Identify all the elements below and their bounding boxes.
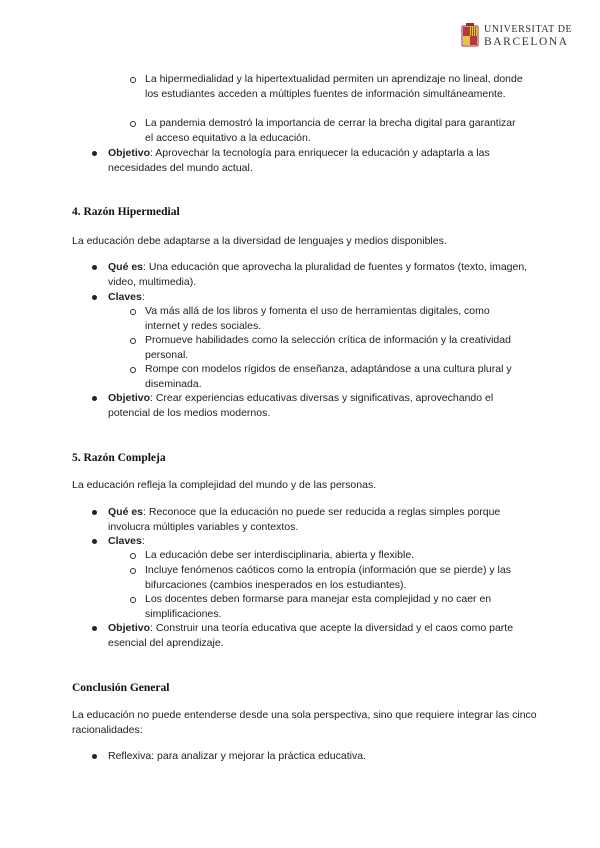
circle-bullet-icon — [130, 309, 136, 315]
section-intro: La educación no puede entenderse desde una sola perspectiva, sino que requiere integrar las cinco racionalidades: — [72, 709, 537, 736]
sublist-text: Incluye fenómenos caóticos como la entropía (información que se pierde) y las bifurcaciones (cambios inesperados en los estudiantes). — [145, 564, 511, 591]
que-es-text: Qué es: Reconoce que la educación no puede ser reducida a reglas simples porque involucra múltiples variables y contextos. — [108, 506, 501, 533]
claves-label: Claves — [108, 535, 142, 547]
sublist-text: Rompe con modelos rígidos de enseñanza, adaptándose a una cultura plural y diseminada. — [145, 363, 512, 390]
circle-bullet-icon — [130, 568, 136, 574]
sublist-text: La hipermedialidad y la hipertextualidad permiten un aprendizaje no lineal, donde los estudiantes acceden a múltiples fuentes de información simultáneamente. — [145, 73, 523, 100]
bullet-icon — [92, 295, 97, 300]
section-intro: La educación debe adaptarse a la diversidad de lenguajes y medios disponibles. — [72, 235, 447, 247]
bullet-icon — [92, 151, 97, 156]
section-heading: 4. Razón Hipermedial — [72, 206, 180, 218]
logo-line1: UNIVERSITAT DE — [484, 24, 573, 35]
circle-bullet-icon — [130, 367, 136, 373]
section-heading: Conclusión General — [72, 682, 170, 694]
sublist-text: La educación debe ser interdisciplinaria, abierta y flexible. — [145, 549, 415, 561]
sublist-text: Va más allá de los libros y fomenta el uso de herramientas digitales, como internet y redes sociales. — [145, 305, 490, 332]
bullet-icon — [92, 396, 97, 401]
circle-bullet-icon — [130, 77, 136, 83]
bullet-icon — [92, 539, 97, 544]
que-es-text: Qué es: Una educación que aprovecha la pluralidad de fuentes y formatos (texto, imagen, video, multimedia). — [108, 261, 528, 288]
bullet-icon — [92, 626, 97, 631]
university-logo — [461, 23, 572, 49]
que-es-label: Qué es — [108, 506, 144, 518]
objetivo-text: Objetivo: Aprovechar la tecnología para enriquecer la educación y adaptarla a las necesidades del mundo actual. — [108, 147, 490, 174]
objetivo-text: Objetivo: Crear experiencias educativas diversas y significativas, aprovechando el potencial de los medios modernos. — [108, 392, 494, 419]
circle-bullet-icon — [130, 553, 136, 559]
objetivo-label: Objetivo — [108, 147, 151, 159]
bullet-icon — [92, 265, 97, 270]
circle-bullet-icon — [130, 338, 136, 344]
circle-bullet-icon — [130, 121, 136, 127]
objetivo-text: Objetivo: Construir una teoría educativa que acepte la diversidad y el caos como parte esencial del aprendizaje. — [108, 622, 514, 649]
university-crest-icon — [461, 23, 479, 49]
objetivo-label: Objetivo — [108, 392, 151, 404]
university-name — [484, 24, 572, 48]
section-intro: La educación refleja la complejidad del mundo y de las personas. — [72, 479, 377, 491]
objetivo-label: Objetivo — [108, 622, 151, 634]
circle-bullet-icon — [130, 597, 136, 603]
section-heading: 5. Razón Compleja — [72, 452, 166, 464]
claves-label: Claves — [108, 291, 142, 303]
sublist-text: Los docentes deben formarse para manejar esta complejidad y no caer en simplificaciones. — [145, 593, 492, 620]
conclusion-item-text: Reflexiva: para analizar y mejorar la práctica educativa. — [108, 750, 366, 762]
bullet-icon — [92, 510, 97, 515]
logo-line2: BARCELONA — [484, 36, 569, 48]
sublist-text: La pandemia demostró la importancia de cerrar la brecha digital para garantizar el acceso equitativo a la educación. — [145, 117, 516, 144]
sublist-text: Promueve habilidades como la selección crítica de información y la creatividad personal. — [145, 334, 511, 361]
que-es-label: Qué es — [108, 261, 144, 273]
bullet-icon — [92, 754, 97, 759]
claves-text: Claves: — [108, 291, 145, 303]
claves-text: Claves: — [108, 535, 145, 547]
